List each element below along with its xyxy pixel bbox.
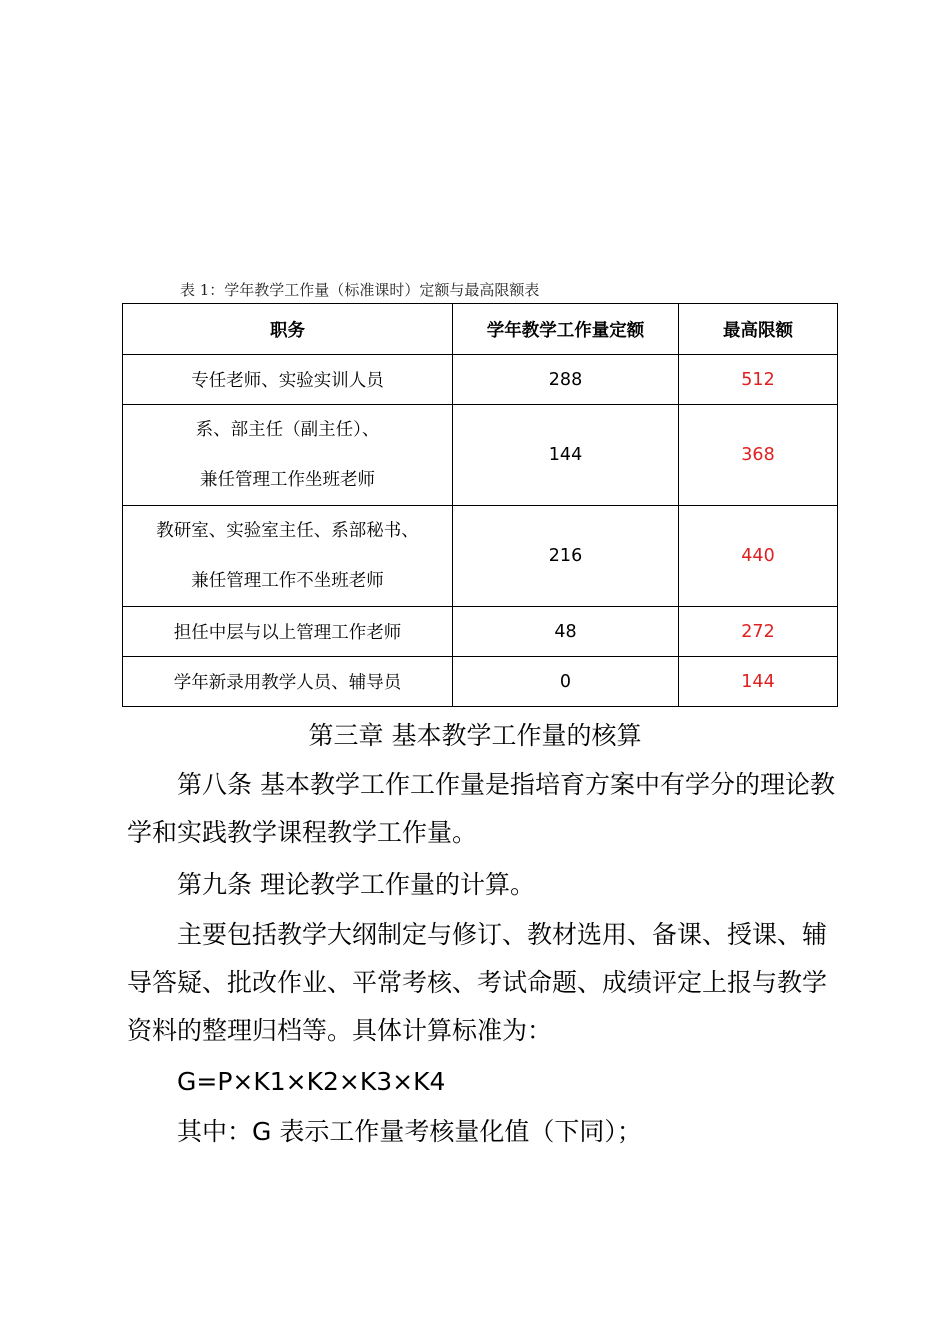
article-8-paragraph: 第八条 基本教学工作工作量是指培育方案中有学分的理论教学和实践教学课程教学工作量。 [127, 770, 835, 847]
max-cell: 272 [679, 607, 838, 657]
definition-paragraph: 其中：G 表示工作量考核量化值（下同）； [177, 1117, 642, 1146]
header-annual-quota: 学年教学工作量定额 [453, 304, 679, 355]
formula-paragraph: G=P×K1×K2×K3×K4 [177, 1067, 446, 1096]
role-line: 兼任管理工作不坐班老师 [191, 571, 384, 591]
table-caption: 表 1：学年教学工作量（标准课时）定额与最高限额表 [180, 281, 540, 299]
quota-cell: 288 [453, 355, 679, 405]
role-line: 兼任管理工作坐班老师 [200, 470, 375, 490]
table-row [123, 405, 838, 506]
role-cell: 学年新录用教学人员、辅导员 [123, 657, 453, 707]
role-line: 教研室、实验室主任、系部秘书、 [156, 521, 419, 541]
max-cell: 368 [679, 405, 838, 506]
max-cell: 512 [679, 355, 838, 405]
quota-cell: 0 [453, 657, 679, 707]
table-row [123, 506, 838, 607]
max-cell: 440 [679, 506, 838, 607]
table-row [123, 657, 838, 707]
article-9-paragraph: 第九条 理论教学工作量的计算。 [177, 870, 535, 899]
table-row [123, 355, 838, 405]
header-max-limit: 最高限额 [679, 304, 838, 355]
role-cell [123, 506, 453, 607]
quota-cell: 48 [453, 607, 679, 657]
quota-cell: 144 [453, 405, 679, 506]
table-header-row [123, 304, 838, 355]
workload-quota-table [122, 303, 838, 707]
max-cell: 144 [679, 657, 838, 707]
role-cell: 担任中层与以上管理工作老师 [123, 607, 453, 657]
role-cell [123, 405, 453, 506]
calculation-content-paragraph: 主要包括教学大纲制定与修订、教材选用、备课、授课、辅导答疑、批改作业、平常考核、考试命题、成绩评定上报与教学资料的整理归档等。具体计算标准为： [127, 920, 828, 1045]
table-row [123, 607, 838, 657]
quota-cell: 216 [453, 506, 679, 607]
role-cell: 专任老师、实验实训人员 [123, 355, 453, 405]
role-line: 系、部主任（副主任）、 [195, 420, 380, 440]
chapter-title: 第三章 基本教学工作量的核算 [308, 721, 642, 750]
header-role: 职务 [123, 304, 453, 355]
